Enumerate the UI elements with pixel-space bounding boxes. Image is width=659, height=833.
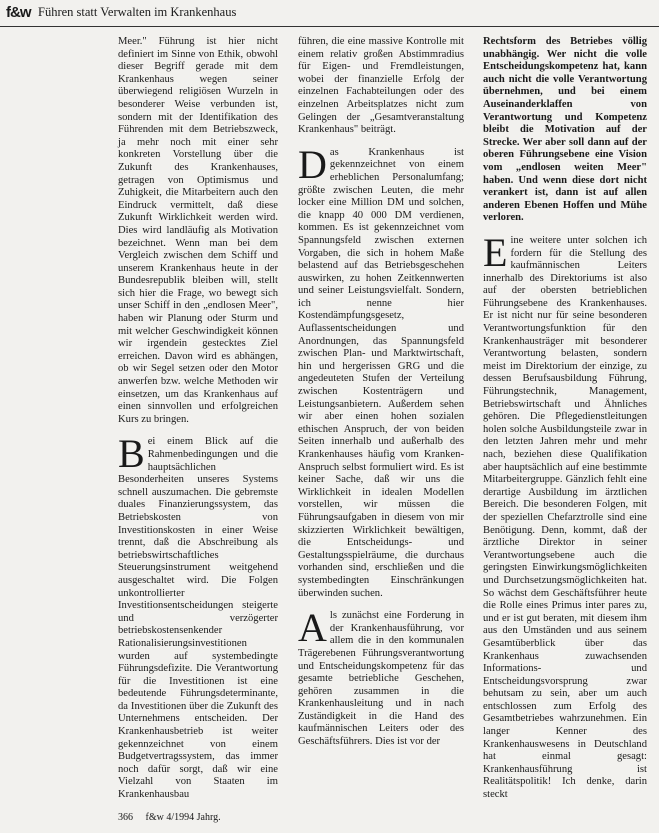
drop-cap: D	[298, 141, 327, 187]
paragraph: Meer." Führung ist hier nicht definiert im Sinne von Ethik, obwohl dieser Begriff gerade mit dem Krankenhaus wegen seiner überwiegend religiösen Wurzeln in besonderer Weise verbunden ist, sondern mit der Identifikation des Führenden mit dem Betriebszweck, ja mehr noch mit einer sehr konkreten Vorstellung über die Zukunft des Krankenhauses, getragen von Optimismus und Zuhigkeit, die Mitarbeitern auch den Eindruck vermittelt, daß diese Zukunft Wirklichkeit werden wird. Dies wird landläufig als Motivation bezeichnet. Wenn man bei dem Vergleich zwischen dem Schiff und unserem Krankenhaus heute in der Bundesrepublik bleiben will, stellt sich hier die Frage, wo bewegt sich unser Schiff in den „endlosen Meer", haben wir Planung oder Sturm und mit welcher Geschwindigkeit können wir irgendein gestecktes Ziel erreichen. Davon wird es abhängen, ob wir Segel setzen oder den Motor anwerfen bzw. welche Methoden wir einsetzen, um das Krankenhaus auf einen sinnvollen und erfolgreichen Kurs zu bringen.	[118, 36, 278, 425]
page-footer	[118, 812, 231, 823]
text-column-3	[483, 36, 647, 802]
running-header	[0, 0, 659, 27]
running-title: Führen statt Verwalten im Krankenhaus	[38, 5, 237, 19]
paragraph: führen, die eine massive Kontrolle mit einem relativ großen Abstimmradius für Eigen- und Fremdleistungen, wobei der finanzielle Erfolg der einzelnen Fachabteilungen oder des einzelnen Arbeitsplatzes nicht zum Gelingen der „Gesamtveranstaltung Krankenhaus" beiträgt.	[298, 36, 464, 136]
paragraph: Als zunächst eine Forderung in der Krankenhausführung, vor allem die in den kommunalen Trägerebenen Führungsverantwortung und Entscheidungskompetenz für das gesamte betriebliche Geschehen, gehören zusammen in die Krankenhausleitung und in nach Zuständigkeit in die Hand des kaufmännischen Leiters oder des Geschäftsführers. Dies ist vor der	[298, 605, 464, 748]
page-number: 366	[118, 812, 133, 823]
journal-issue: f&w 4/1994 Jahrg.	[145, 812, 221, 823]
journal-logo: f&w	[6, 4, 31, 21]
text-column-2	[298, 36, 464, 749]
paragraph: Bei einem Blick auf die Rahmenbedingungen und die hauptsächlichen Besonderheiten unseres Systems schnell auszumachen. Die gebremste duales Finanzierungssystem, das Betriebskosten von Investitionskosten in einer Weise trennt, daß die Abschreibung als betriebswirtschaftliches Steuerungsinstrument weitgehend ausgeschaltet wird. Die Folgen unkontrollierter Investitionsentscheidungen steigerte und verzögerter betriebskostensenkender Rationalisierungsinvestitionen wurden auf systembedingte Führungsdefizite. Die Verantwortung für die Investitionen ist eine bedeutende Führungsdeterminante, da Investitionen über die Zukunft des Unternehmens entscheiden. Der Krankenhausbetrieb ist weiter gekennzeichnet von einem Budgetvertragssystem, das immer noch dafür sorgt, daß wir eine Vielzahl von Staaten im Krankenhausbau	[118, 431, 278, 801]
paragraph: Rechtsform des Betriebes völlig unabhängig. Wer nicht die volle Entscheidungskompetenz hat, kann auch nicht die volle Verantwortung übernehmen, und bei einem Auseinanderklaffen von Verantwortung und Kompetenz bleibt die Motivation auf der Strecke. Wer aber soll dann auf der oberen Führungsebene eine Vision vom „endlosen weiten Meer" haben. Und wenn diese dort nicht verankert ist, dann ist auf allen anderen Ebenen Hoffen und Mühe verloren.	[483, 36, 647, 224]
paragraph: Eine weitere unter solchen ich fordern für die Stellung des kaufmännischen Leiters innerhalb des Direktoriums ist also auf der obersten betrieblichen Führungsebene des Krankenhauses. Er ist nicht nur für seine besonderen Verantwortungsfunktion für den Krankenhausträger mit besonderer Verantwortung belasten, sondern meist im Direktorium der einzige, zu dessen Berufsausbildung Führung, Führungstechnik, Management, Betriebswirtschaft und Ähnliches gehören. Die Pflegedienstleitungen holen solche Ausbildungsteile zwar in den letzten Jahren mehr und mehr nach, beziehen diese Qualifikation aber hauptsächlich auf eine bestimmte Mitarbeitergruppe. Gänzlich fehlt eine derartige Ausbildung im ärztlichen Bereich. Die besonderen Folgen, mit der speziellen Chefarztrolle sind eine Benötigung. Denn, kommt, daß der ärztliche Direktor in seiner Verantwortungsebene auch die geringsten Einwirkungsmöglichkeiten und Durchsetzungsmöglichkeiten hat. So wächst dem Geschäftsführer heute die Rolle eines Primus inter pares zu, und er ist gut beraten, mit diesem ihm aus den Umständen und aus seinem Gesamtüberblick über das Krankenhaus zuwachsenden Informations- und Entscheidungsvorsprung zwar behutsam zu sein, aber um auch entschlossen zum Erfolg des Gesamtbetriebes wahrzunehmen. Ein langer Kenner des Krankenhauswesens in Deutschland hat einmal gesagt: Krankenhausführung ist Realitätspolitik! Ich denke, darin steckt	[483, 229, 647, 801]
text-column-1	[118, 36, 278, 802]
drop-cap: B	[118, 431, 145, 477]
drop-cap: A	[298, 605, 327, 651]
paragraph: Das Krankenhaus ist gekennzeichnet von einem erheblichen Personalumfang; größte zwischen Leuten, die mehr locker eine Million DM und solchen, die knapp 40 000 DM verdienen, kommen. Es ist gekennzeichnet vom Spannungsfeld zwischen externen Vorgaben, die sich in hohem Maße belastend auf das Betriebsgeschehen auswirken, zu hohen Zeitkennwerten und seiner Leistungsvielfalt. Sondern, ich nenne hier Kostendämpfungsgesetz, Auflassentscheidungen und Anordnungen, das Spannungsfeld zwischen Plan- und Marktwirtschaft, hin und hergerissen GRG und die angedeuteten Stufen der Verteilung zwischen Kostenträgern und Leistungsanbietern. Außerdem sehen wir aber einen hohen sozialen ethischen Anspruch, der von beiden Seiten innerhalb und außerhalb des Krankenhauses häufig vom Kranken-Anspruch selbst formuliert wird. Es ist keiner Sache, daß wir uns die Wirklichkeit in idealen Modellen vorstellen, wir müssen die Führungsaufgaben in diesem von mir skizzierten Wirklichkeit bewältigen, die Entscheidungs- und Gestaltungsspielräume, die durchaus vorhanden sind, erschließen und die systembedingten Einschränkungen überwinden suchen.	[298, 141, 464, 599]
drop-cap: E	[483, 229, 508, 275]
